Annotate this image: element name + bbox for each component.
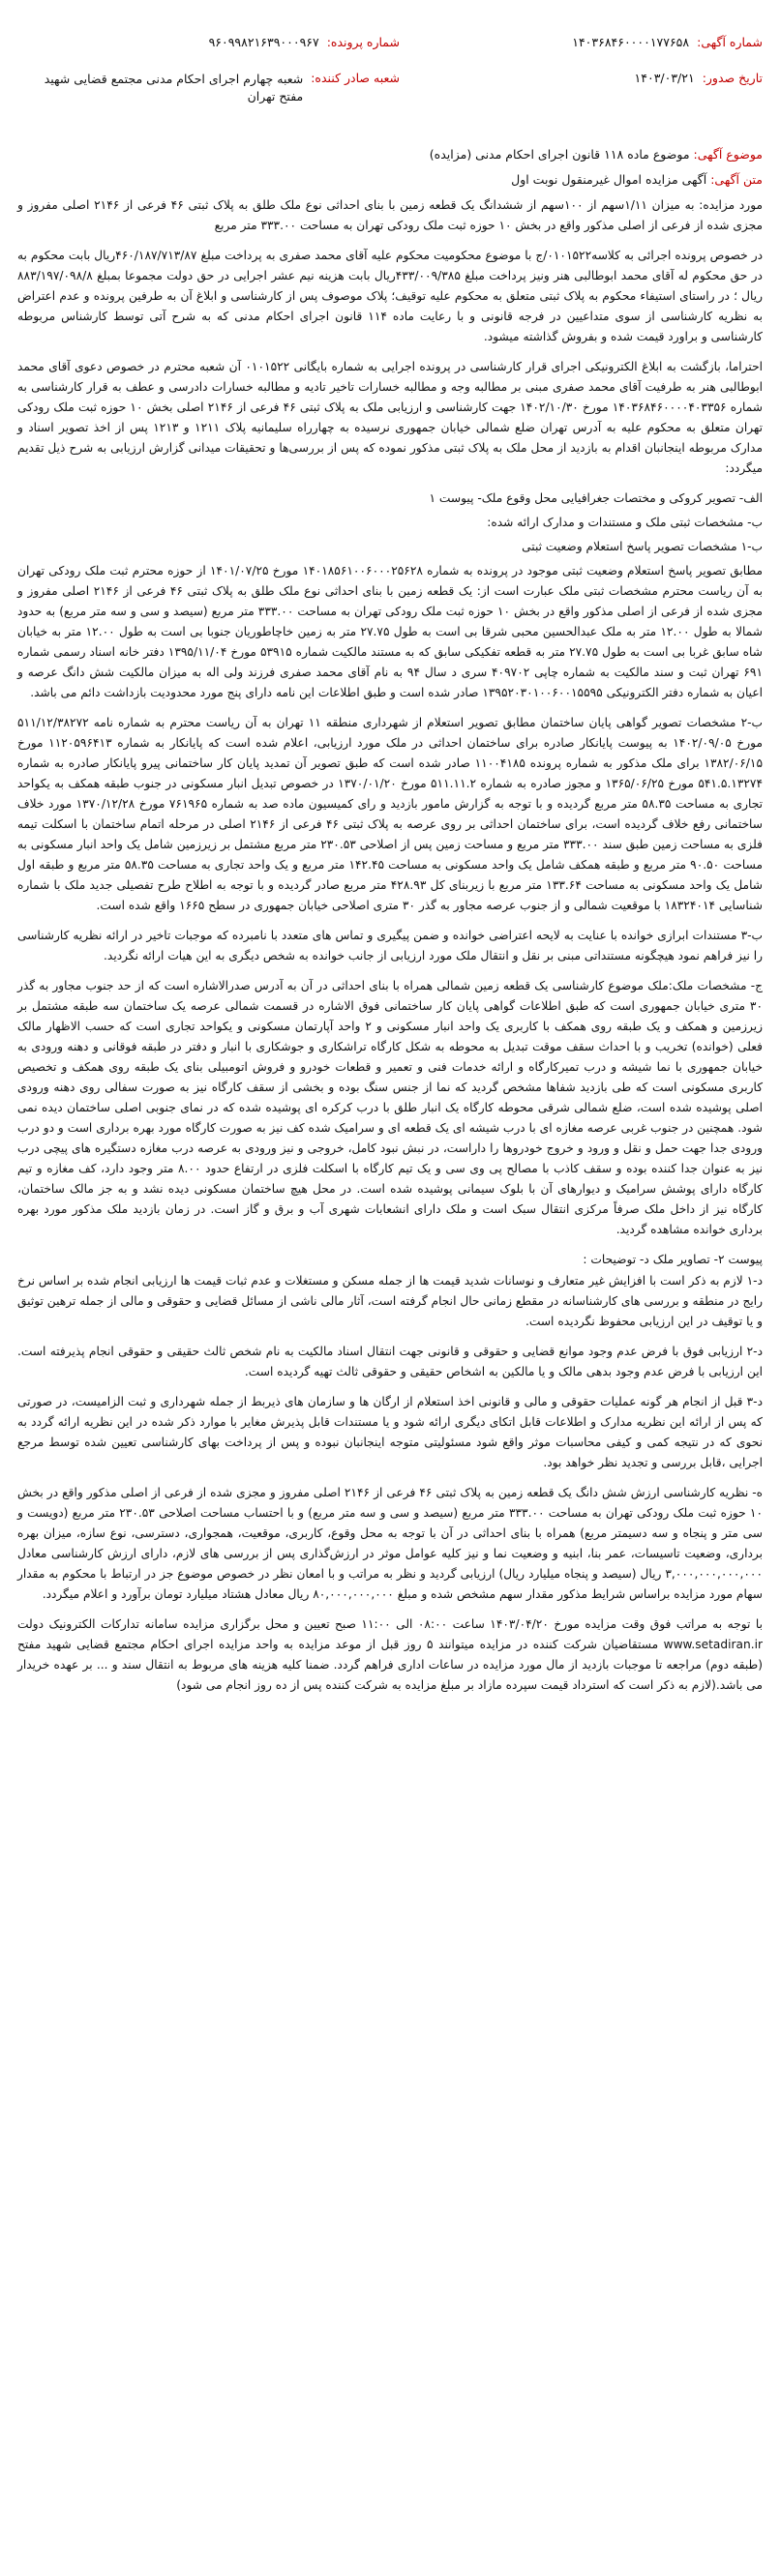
paragraph-note-1: د-۱ لازم به ذکر است با افزایش غیر متعارف و نوسانات شدید قیمت ها از جمله مسکن و مستغلات و عدم ثبات قیمت ها ارزیابی انجام شده بر اساس نرخ رایج در منطقه و بررسی های کارشناسانه در مقطع زمانی حال انجام گرفته است، آثار مالی ناشی از مسائل قضایی و حقوقی و مالی از جمله ترهین توثیق و یا توقیف در این ارزیابی محفوظ نگردیده است. bbox=[17, 1274, 763, 1329]
line-map: الف- تصویر کروکی و مختصات جغرافیایی محل وقوع ملک- پیوست ۱ bbox=[429, 491, 763, 506]
paragraph-subject-property: مورد مزایده: به میزان ۱/۱۱سهم از ۱۰۰سهم از ششدانگ یک قطعه زمین با بنای احداثی نوع ملک طلق به پلاک ثبتی ۴۶ فرعی از ۲۱۴۶ اصلی مفروز و مجزی شده از فرعی از اصلی مذکور واقع در بخش ۱۰ حوزه ثبت ملک رودکی تهران به مساحت ۳۳۳.۰۰ متر مربع bbox=[17, 198, 764, 233]
paragraph-completion-certificate: ب-۲ مشخصات تصویر گواهی پایان ساختمان مطابق تصویر استعلام از شهرداری منطقه ۱۱ تهران به آن ریاست محترم به شماره نامه ۵۱۱/۱۲/۳۸۲۷۲ مورخ ۱۴۰۲/۰۹/۰۵ به پیوست پایانکار صادره برای ساختمان احداثی در ملک مورد ارزیابی، اعلام شده است که پایانکار به شماره ۱۱۲۰۵۹۶۴۱۳ مورخ ۱۳۸۲/۰۶/۱۵ برای ملک مذکور به شماره پرونده ۱۱۰۰۴۱۸۵ صادر شده است که طبق تصویر آن تمدید پایان کار ساختمانی پیرو پایانکار صادره به شماره ۵۴۱.۵.۱۳۲۷۴ مورخ ۱۳۶۵/۰۶/۲۵ و مجوز صادره به شماره ۵۱۱.۱۱.۲ مورخ ۱۳۷۰/۰۱/۲۰ در خصوص تبدیل انبار مسکونی در جنوب طبقه همکف به یکواحد تجاری به مساحت ۵۸.۳۵ متر مربع گردیده و با توجه به گزارش مامور بازدید و رای کمیسیون ماده صد به شماره ۷۶۱۹۶۵ مورخ ۱۳۷۰/۱۲/۲۸ مورد خلاف ساختمانی رفع خلاف گردیده است، برای ساختمان احداثی بر روی عرصه به پلاک ثبتی ۴۶ فرعی از ۲۱۴۶ اصلی در مرحله اتمام ساختمان با اسکلت تیمه فلزی به مساحت زمین طبق سند ۳۳۳.۰۰ متر مربع و مساحت زمین پس از اصلاحی ۲۳۰.۵۳ متر مربع مشتمل بر زیرزمین شامل یک واحد انبار مسکونی به مساحت ۹۰.۵۰ متر مربع و طبقه همکف شامل یک واحد مسکونی به مساحت ۱۴۲.۴۵ متر مربع و یک واحد تجاری به مساحت ۵۸.۳۵ متر مربع و طبقه اول شامل یک واحد مسکونی به مساحت ۱۳۳.۶۴ متر مربع با زیربنای کل ۴۲۸.۹۳ متر مربع صادر گردیده و با توجه به اطلاح طرح تفصیلی جدید ملک با شماره شناسایی ۱۸۳۲۴۰۱۴ با موقعیت شمالی و از جنوب عرصه مجاور به گذر ۳۰ متری اصلاحی خیابان جمهوری در سطح ۱۶۶۵ واقع شده است. bbox=[17, 715, 764, 912]
issuer-label: شعبه صادر کننده: bbox=[311, 71, 400, 85]
subject-label: موضوع آگهی: bbox=[693, 147, 763, 163]
case-number: ۹۶۰۹۹۸۲۱۶۳۹۰۰۰۹۶۷ bbox=[208, 35, 319, 49]
paragraph-registry-inquiry: مطابق تصویر پاسخ استعلام وضعیت ثبتی موجود در پرونده به شماره ۱۴۰۱۸۵۶۱۰۰۶۰۰۰۲۵۶۲۸ مورخ ۱۴۰۱/۰۷/۲۵ از حوزه محترم ثبت ملک رودکی تهران به آن ریاست محترم مشخصات ثبتی ملک عبارت است از: یک قطعه زمین با بنای احداثی نوع ملک طلق به پلاک ثبتی ۴۶ فرعی از ۲۱۴۶ اصلی مفروز و مجزی شده از فرعی از اصلی مذکور واقع در بخش ۱۰ حوزه ثبت ملک رودکی تهران به مساحت ۳۳۳.۰۰ متر مربع (سیصد و سی و سه متر مربع) به حدود شمالا به طول ۱۲.۰۰ متر به ملک عبدالحسین محبی شرقا بی است به طول ۲۷.۷۵ متر به زمین خاچاطوریان جنوبا بی است به طول ۱۲.۰۰ متر به خیابان شاه سابق غربا بی است به طول ۲۷.۷۵ متر به قطعه تفکیکی سابق که به مستند مالکیت شماره ۵۳۹۱۵ مورخ ۱۳۹۵/۱۱/۰۴ دفتر خانه اسناد رسمی شماره ۶۹۱ تهران ثبت و سند مالکیت به شماره چاپی ۴۰۹۷۰۲ سری د سال ۹۴ به نام آقای محمد صفری فرزند ولی اله به میزان مالکیت شش دانگ عرصه و اعیان به شماره دفتر الکترونیکی ۱۳۹۵۲۰۳۰۱۰۰۶۰۰۱۵۵۹۵ صادر شده است و طبق اطلاعات این نامه دارای پنج مورد محدودیت بازداشت دائم می باشد. bbox=[17, 564, 764, 699]
issuer-row bbox=[17, 71, 400, 105]
paragraph-auction-time: با توجه به مراتب فوق وقت مزایده مورخ ۱۴۰۳/۰۴/۲۰ ساعت ۰۸:۰۰ الی ۱۱:۰۰ صبح تعیین و محل برگزاری مزایده سامانه تدارکات الکترونیک دولت www.setadiran.ir مستقاضیان شرکت کننده در مزایده میتوانند ۵ روز قبل از موعد مزایده به واحد مزایده اجرای احکام مجتمع قضایی شهید مفتح (طبقه دوم) مراجعه تا موجبات بازدید از مال مورد مزایده در ساعات اداری فراهم گردد. ضمنا کلیه هزینه های مربوط به انتقال سند و ... بر عهده خریدار می باشد.(لازم به ذکر است که استرداد قیمت سپرده مازاد بر مبلغ مزایده به شرکت کننده پس از ده روز انجام می شود) bbox=[17, 1617, 763, 1693]
notice-header bbox=[17, 35, 763, 105]
header-right-column bbox=[443, 35, 763, 105]
line-registry-status: ب-۱ مشخصات تصویر پاسخ استعلام وضعیت ثبتی bbox=[522, 540, 763, 554]
paragraph-case-details: در خصوص پرونده اجرائی به کلاسه۰۱۰۱۵۲۲/ج با موضوع محکومیت محکوم علیه آقای محمد صفری به پرداخت مبلغ ۴۶۰/۱۸۷/۷۱۳/۸۷ریال بابت محکوم به در حق محکوم له آقای محمد ابوطالبی هنر ونیز پرداخت مبلغ ۴۳۳/۰۰۹/۳۸۵ریال بابت هزینه نیم عشر اجرایی در حق دولت مجموعا بمبلغ ۸۸۳/۱۹۷/۰۹۸/۸ ریال ؛ در راستای استیفاء محکوم به پلاک ثبتی متعلق به محکوم علیه توقیف؛ پلاک موصوف پس از کارشناسی و ابلاغ آن به طرفین پرونده و عدم اعتراض به نظریه کارشناسی از سوی متداعیین در فرجه قانونی و با رعایت ماده ۱۱۴ قانون اجرای احکام مدنی که به شرح آتی توسط کارشناس مربوطه کارشناسی و براورد قیمت شده و بفروش گذاشته میشود. bbox=[17, 249, 764, 344]
case-number-row bbox=[17, 35, 400, 49]
notice-number-row bbox=[443, 35, 763, 49]
notice-number: ۱۴۰۳۶۸۴۶۰۰۰۰۱۷۷۶۵۸ bbox=[572, 35, 690, 49]
notice-title-row bbox=[17, 169, 763, 191]
paragraph-expert-intro: احتراما، بازگشت به ابلاغ الکترونیکی اجرای قرار کارشناسی در پرونده اجرایی به شماره بایگانی ۰۱۰۱۵۲۲ آن شعبه محترم در خصوص دعوی آقای محمد ابوطالبی هنر به طرفیت آقای محمد صفری مبنی بر مطالبه وجه و مطالبه خسارات تاخیر تادیه و مطالبه خسارات دادرسی و عطف به قرار کارشناسی به شماره ۱۴۰۳۶۸۴۶۰۰۰۰۴۰۳۳۵۶ مورخ ۱۴۰۲/۱۰/۳۰ جهت کارشناسی و ارزیابی ملک به پلاک ثبتی ۴۶ فرعی از ۲۱۴۶ اصلی بخش ۱۰ حوزه ثبت ملک رودکی تهران متعلق به محکوم علیه به آدرس تهران ضلع شمالی خیابان جمهوری نرسیده به چهارراه سلیمانیه پلاک ۱۲۱۱ و ۱۲۱۳ پس از اخذ تصویر اسناد و مدارک مربوطه اینجانبان اقدام به بازدید از محل ملک به پلاک ثبتی مذکور نموده که پس از بررسی‌ها و تحقیقات میدانی گزارش ارزیابی به شرح ذیل تقدیم میگردد: bbox=[17, 360, 764, 476]
notice-page bbox=[17, 8, 763, 2568]
subject-text: موضوع ماده ۱۱۸ قانون اجرای احکام مدنی (مزایده) bbox=[429, 147, 690, 163]
paragraph-property-specs: ج- مشخصات ملک:ملک موضوع کارشناسی یک قطعه زمین شمالی همراه با بنای احداثی در آن به آدرس صدرالاشاره است که از حد جنوب مجاور به گذر ۳۰ متری خیابان جمهوری است که طبق اطلاعات گواهی پایان کار ساختمانی فوق الاشاره در قسمت شمالی عرصه یک ساختمان سه طبقه مشتمل بر زیرزمین و همکف و یک طبقه روی همکف با کاربری یک واحد انبار مسکونی و ۲ واحد آپارتمان مسکونی و یکواحد تجاری است که حسب الاظهار مالک فعلی (خوانده) تخریب و با احداث سقف موقت تبدیل به محوطه به شکل کارگاه تراشکاری و جوشکاری با انبار و دفتر در طبقه فوقانی و دهنه ورودی به خیابان جمهوری با نما شیشه و درب تمیرکارگاه و ارائه خدمات فنی و تعمیر و قطعات خودرو و فروش اتومبیلی بنای یک طبقه روی همکف و تخصیص کاربری مسکونی است که طی بازدید شفاها مشخص گردید که نما از جنس سنگ بوده و بخشی از سقف کارگاه نیز به صورت سفالی روی دهنه ورودی اصلی پوشیده شده است، ضلع شمالی شرقی محوطه کارگاه یک انبار طلق با درب کرکره ای پوشیده شده که در نمای جنوبی اصلی ساختمان دیده نمی شود. همچنین در جنوب غربی عرصه مغازه ای با درب شیشه ای یک قطعه ای و سرامیک شده کف نیز به صورت کارگاه مورد بهره برداری است و دو درب ورودی جدا جهت حمل و نقل و ورود و خروج خودروها را داراست، در نبش نبود کامل، خروجی و نیز ورودی به عرصه درب مغازه دستگیره های پیچی درب نیز به عنوان جدا کننده بوده و سقف کاذب با مصالح پی وی سی و یک تیم کارگاه با اسکلت فلزی در ارتفاع حدود ۸.۰۰ متر وجود دارد، کف مغازه و تیم کارگاه دارای پوشش سرامیک و دیوارهای آن با بلوک سیمانی پوشیده شده است. در محل هیچ ساختمان مسکونی دیده نشد و به جز مالک ساختمان، کارگاه نیز از داخل ملک صرفاً مرکزی انتقال سبک است و ملک دارای انشعابات شهری آب و برق و گاز است. در زمان بازدید ملک مذکور مورد بهره برداری خوانده مشاهده گردید. bbox=[17, 978, 763, 1236]
issue-date: ۱۴۰۳/۰۳/۲۱ bbox=[634, 71, 695, 85]
issue-date-label: تاریخ صدور: bbox=[702, 71, 763, 85]
issue-date-row bbox=[443, 71, 763, 85]
paragraph-valuation: ه- نظریه کارشناسی ارزش شش دانگ یک قطعه زمین به پلاک ثبتی ۴۶ فرعی از ۲۱۴۶ اصلی مفروز و مجزی شده از فرعی از اصلی مذکور واقع در بخش ۱۰ حوزه ثبت ملک رودکی تهران به مساحت ۳۳۳.۰۰ متر مربع (سیصد و سی و سه متر مربع) و با احتساب مساحت اصلاحی ۲۳۰.۵۳ متر مربع (دویست و سی متر و پنجاه و سه دسیمتر مربع) همراه با بنای احداثی در آن با توجه به محل وقوع، کاربری، موقعیت، همجواری، دسترسی، نوع سازه، میزان بهره برداری، وضعیت تاسیسات، عمر بنا، ابنیه و وضعیت نما و نیز کلیه عوامل موثر در ارزش‌گذاری پس از بررسی های لازم، دارای ارزش کارشناسی معادل ۳,۰۰۰,۰۰۰,۰۰۰,۰۰۰ ریال (سیصد و پنجاه میلیارد ریال) ارزیابی گردید و نظر به مراتب و با امعان نظر در خصوص موضوع جز در ارتباط با محکوم به مقدار سهام مورد مزایده براساس شرایط مذکور مقدار سهم مشخص شده و مبلغ ۸۰,۰۰۰,۰۰۰,۰۰۰ ریال معادل هشتاد میلیارد تومان برآورد و اعلام میگردد. bbox=[17, 1486, 764, 1602]
header-left-column bbox=[17, 35, 400, 105]
notice-text-label: متن آگهی: bbox=[710, 171, 763, 187]
paragraph-note-3: د-۳ قبل از انجام هر گونه عملیات حقوقی و مالی و قانونی اخذ استعلام از ارگان ها و سازمان های ذیربط از جمله شهرداری و ثبت الزامیست، در صورتی که پس از ارائه این نظریه مدارک و اطلاعات قابل اتکای دیگری ارائه شود و یا مستندات قابل پذیرش مغایر با موارد ذکر شده در این نظریه ارائه گردد به نحوی که در نتیجه کمی و کیفی محاسبات موثر واقع شود مسئولیتی متوجه اینجانبان نبوده و پس از پرداخت بهای کارشناسی تعیین شده توسط مرجع اجرایی ،قابل بررسی و تجدید نظر خواهد بود. bbox=[17, 1395, 763, 1470]
subject-row bbox=[17, 144, 763, 165]
case-number-label: شماره پرونده: bbox=[326, 35, 400, 49]
line-registry-docs: ب- مشخصات ثبتی ملک و مستندات و مدارک ارائه شده: bbox=[487, 516, 763, 530]
notice-number-label: شماره آگهی: bbox=[697, 35, 763, 49]
issuer: شعبه چهارم اجرای احکام مدنی مجتمع قضایی شهید مفتح تهران bbox=[44, 72, 304, 104]
notice-title: آگهی مزایده اموال غیرمنقول نوبت اول bbox=[511, 171, 707, 187]
line-explanations: پیوست ۲- تصاویر ملک د- توضیحات : bbox=[583, 1252, 763, 1266]
paragraph-note-2: د-۲ ارزیابی فوق با فرض عدم وجود موانع قضایی و حقوقی و قانونی جهت انتقال اسناد مالکیت به نام شخص ثالث حقیقی و حقوقی انجام پذیرفته است. این ارزیابی با فرض عدم وجود بدهی مالک و یا مالکین به اشخاص حقیقی و حقوقی ثالث تهیه گردیده است. bbox=[17, 1345, 763, 1379]
paragraph-defendant-docs: ب-۳ مستندات ابرازی خوانده با عنایت به لایحه اعتراضی خوانده و ضمن پیگیری و تماس های متعدد با نامبرده که موجبات تاخیر در ارائه نظریه کارشناسی را نیز فراهم نمود هیچگونه مستنداتی مبنی بر نقل و انتقال ملک مورد ارزیابی از جانب خوانده به شخص دیگری به این هیات ارائه نگردید. bbox=[17, 928, 763, 962]
notice-body bbox=[17, 144, 763, 1696]
